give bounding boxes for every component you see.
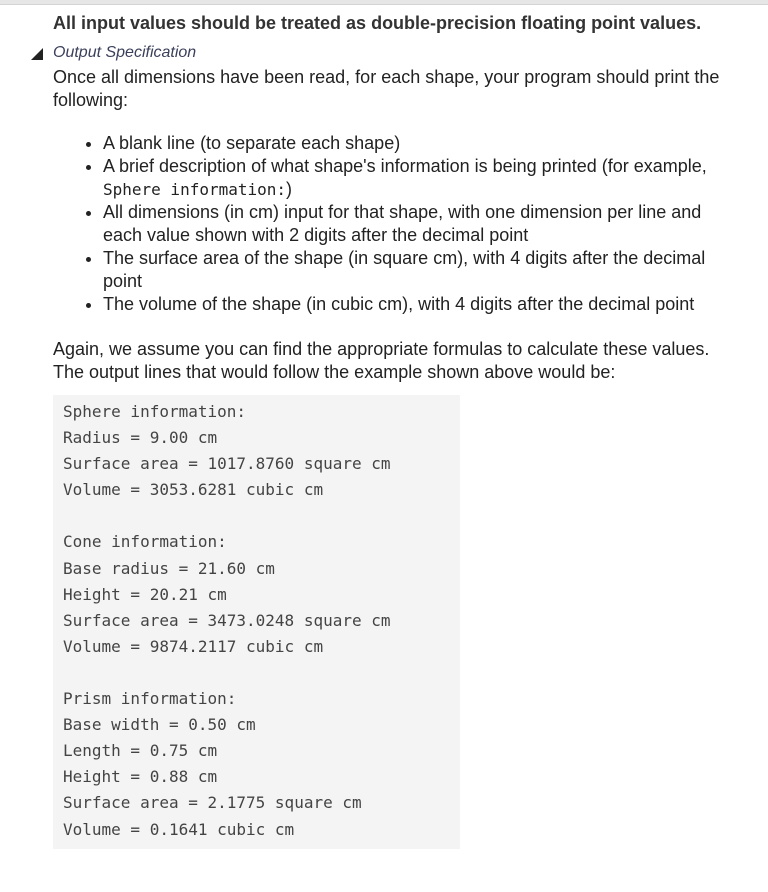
code-line: Height = 20.21 cm <box>63 584 227 604</box>
code-line: Sphere information: <box>63 402 247 421</box>
code-line: Volume = 0.1641 cubic cm <box>63 819 295 839</box>
output-intro-paragraph: Once all dimensions have been read, for each shape, your program should print the following: <box>53 67 720 110</box>
list-item: • The surface area of the shape (in square cm), with 4 digits after the decimal point <box>103 247 733 293</box>
code-line: Base radius = 21.60 cm <box>63 558 275 578</box>
code-line: Surface area = 1017.8760 square cm <box>63 454 391 474</box>
code-line <box>63 660 460 686</box>
code-line: Volume = 3053.6281 cubic cm <box>63 480 324 500</box>
code-line <box>63 503 460 529</box>
output-spec-toggle[interactable] <box>53 42 733 64</box>
list-item: • The volume of the shape (in cubic cm), with 4 digits after the decimal point <box>103 293 733 316</box>
document-content <box>53 10 733 849</box>
output-requirements-list <box>53 132 733 316</box>
example-paragraph: Again, we assume you can find the appropriate formulas to calculate these values. The output lines that would follow the example shown above would be: <box>53 339 710 382</box>
code-line: Surface area = 3473.0248 square cm <box>63 610 391 630</box>
collapse-triangle-icon[interactable] <box>31 48 43 60</box>
code-line: Surface area = 2.1775 square cm <box>63 793 362 813</box>
example-output-code-block <box>53 395 460 849</box>
list-item: • A blank line (to separate each shape) <box>103 132 733 155</box>
top-divider <box>0 0 768 5</box>
list-item-text: ) <box>286 179 293 199</box>
code-line: Cone information: <box>63 532 227 552</box>
code-line: Prism information: <box>63 689 237 709</box>
list-item-text: A brief description of what shape's information is being printed (for example, <box>103 156 707 176</box>
code-line: Length = 0.75 cm <box>63 741 218 761</box>
code-line: Height = 0.88 cm <box>63 767 218 787</box>
list-item: • All dimensions (in cm) input for that shape, with one dimension per line and each value shown with 2 digits after the decimal point <box>103 201 733 247</box>
code-line: Radius = 9.00 cm <box>63 428 218 448</box>
code-line: Volume = 9874.2117 cubic cm <box>63 636 324 656</box>
section-title: Output Specification <box>53 44 197 61</box>
inline-code: Sphere information: <box>103 180 287 199</box>
input-note: All input values should be treated as double-precision floating point values. <box>53 13 702 33</box>
list-item <box>103 155 733 201</box>
code-line: Base width = 0.50 cm <box>63 715 256 735</box>
